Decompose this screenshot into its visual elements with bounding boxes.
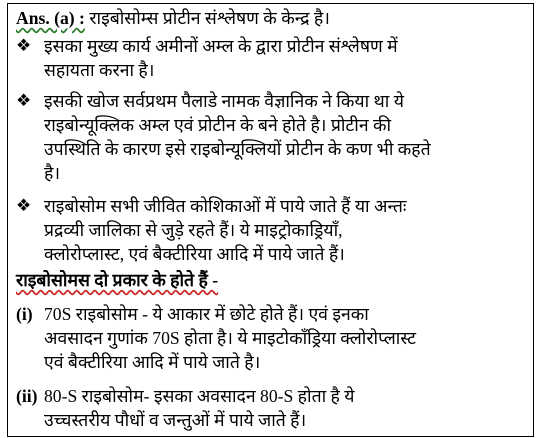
answer-label: Ans. (a) : xyxy=(16,8,85,28)
item-i-line-1: 70S राइबोसोम - ये आकार में छोटे होते हैं। एवं इनका xyxy=(44,304,369,324)
bullet-icon: ❖ xyxy=(16,91,32,110)
bullet-2-line-1: इसकी खोज सर्वप्रथम पैलाडे नामक वैज्ञानिक ने किया था ये xyxy=(44,91,404,111)
item-ii-line-1: 80-S राइबोसोम- इसका अवसादन 80-S होता है ये xyxy=(44,386,355,406)
bullet-icon: ❖ xyxy=(16,196,32,215)
section-heading xyxy=(16,268,218,292)
bullet-1-line-1 xyxy=(44,34,528,58)
bullet-2-line-4: है। xyxy=(44,163,61,183)
item-i-line-3: एवं बैक्टीरिया आदि में पाये जाते है। xyxy=(44,352,261,372)
bullet-text: इसका मुख्य कार्य अमीनों अम्ल के द्वारा प्रोटीन संश्लेषण में xyxy=(44,36,398,56)
bullet-1-line-2: सहायता करना है। xyxy=(44,60,155,80)
bullet-3-line-3: क्लोरोप्लास्ट, एवं बैक्टीरिया आदि में पाये जाते हैं। xyxy=(44,244,345,264)
bullet-2-line-3: उपस्थिति के कारण इसे राइबोन्यूक्लियों प्रोटीन के कण भी कहते xyxy=(44,139,431,159)
answer-line xyxy=(16,6,330,30)
answer-box xyxy=(7,3,534,437)
bullet-3-line-2: प्रद्रव्यी जालिका से जुड़े रहते हैं। ये माइट्रोकाड्रियॉं, xyxy=(44,220,343,240)
item-i-line-2: अवसादन गुणांक 70S होता है। ये माइटोकॉंड्रिया क्लोरोप्लास्ट xyxy=(44,328,417,348)
bullet-2-line-2: राइबोन्यूक्लिक अम्ल एवं प्रोटीन के बने होते है। प्रोटीन की xyxy=(44,115,392,135)
bullet-icon: ❖ xyxy=(16,36,32,55)
item-i-label: (i) xyxy=(16,304,33,324)
item-ii-line-2: उच्चस्तरीय पौधों व जन्तुओं में पाये जाते हैं। xyxy=(44,410,307,430)
answer-text: राइबोसोम्स प्रोटीन संश्लेषण के केन्द्र है। xyxy=(89,8,330,28)
item-ii-label: (ii) xyxy=(16,386,38,406)
heading-text: राइबोसोमस दो प्रकार के होते हैं - xyxy=(16,270,219,290)
bullet-3-line-1: राइबोसोम सभी जीवित कोशिकाओं में पाये जाते हैं या अन्तः xyxy=(44,196,407,216)
